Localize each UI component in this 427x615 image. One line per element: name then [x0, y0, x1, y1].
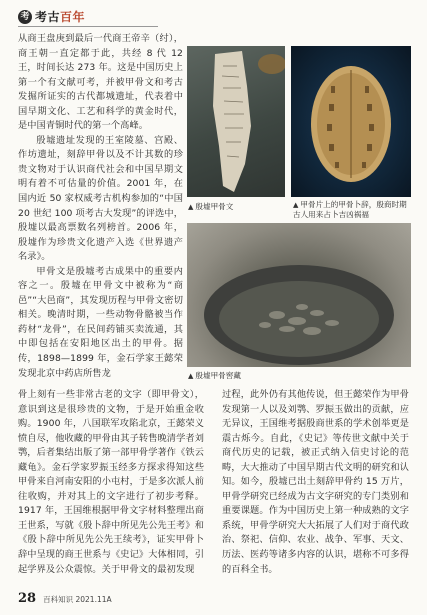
- caption-marker-icon: ▲: [293, 201, 299, 209]
- excavation-pit-photo: [187, 223, 411, 367]
- caption-text: 甲骨片上的甲骨卜辞，殷商时期古人用来占卜吉凶祸福: [293, 200, 407, 219]
- figure-caption: [188, 202, 286, 212]
- section-title: [35, 8, 85, 25]
- article-column-left-bottom: [18, 388, 204, 577]
- figure-caption: [293, 200, 411, 220]
- page-header: [18, 8, 85, 25]
- page-number: 28: [18, 591, 37, 606]
- turtle-shell-photo: [291, 46, 411, 197]
- paragraph: 过程，此外仍有其他传说，但王懿荣作为甲骨发现第一人以及刘鹗、罗振玉做出的贡献，应无异议，王国维考据殷商世系的学术创举更是震古烁今。自此，《史记》等传世文献中关于商代历史的记载，被正式纳入信史讨论的范畴，大大推动了中国早期古代文明的研究和认知。如今，殷墟已出土刻辞甲骨约 15 万片，甲骨学研究已经成为古文字研究的专门类别和重要课题。作为中国历史上第一种成熟的文字系统，甲骨学研究大大拓展了人们对于商代政治、祭祀、信仰、农业、战争、军事、天文、历法、医药等诸多内容的认识，堪称不可多得的百科全书。: [222, 389, 409, 575]
- oracle-bone-photo: [187, 46, 285, 197]
- section-logo-icon: 考: [18, 10, 32, 24]
- caption-text: 殷墟甲骨窖藏: [195, 371, 241, 380]
- section-title-main: 考古: [35, 10, 61, 24]
- paragraph: 殷墟遗址发现的王室陵墓、宫殿、作坊遗址，刻辞甲骨以及不计其数的珍贵文物对于认识商代社会和中国早期文明有着不可估量的价值。2001 年，在国内近 50 家权威考古机构参加的“中国 20 世纪 100 项考古大发现”的评选中，殷墟以最高票数名列榜首。2006 年，殷墟作为珍贵文化遗产入选《世界遗产名录》。: [18, 134, 183, 263]
- publication-info: 百科知识 2021.11A: [43, 595, 112, 604]
- paragraph: 骨上刻有一些非常古老的文字（即甲骨文），意识到这是很珍贵的文物，于是开始重金收购。1900 年，八国联军攻陷北京，王懿荣义愤自尽，他收藏的甲骨由其子转售晚清学者刘鹗，后者集结出版了第一部甲骨学著作《铁云藏龟》。金石学家罗振玉经多方探求得知这些甲骨来自河南安阳的小屯村，于是多次派人前往收购，并对其上的文字进行了初步考释。1917 年，王国维根据甲骨文字材料整理出商王世系，写就《殷卜辞中所见先公先王考》和《殷卜辞中所见先公先王续考》，证实甲骨卜辞中呈现的商王世系与《史记》大体相同，引起学界及公众震惊。关于甲骨文的最初发现: [18, 389, 204, 575]
- page-footer: [18, 591, 112, 606]
- caption-marker-icon: ▲: [188, 372, 194, 380]
- caption-text: 殷墟甲骨文: [195, 202, 234, 211]
- article-column-left-top: [18, 32, 183, 381]
- caption-marker-icon: ▲: [188, 203, 194, 211]
- article-column-right-bottom: [222, 388, 409, 577]
- section-title-accent: 百年: [60, 10, 86, 24]
- figure-caption: [188, 371, 388, 381]
- paragraph: 甲骨文是殷墟考古成果中的重要内容之一。殷墟在甲骨文中被称为“商邑”“大邑商”，其发现历程与甲骨文密切相关。晚清时期，一些动物骨骼被当作药材“龙骨”，在民间药铺买卖流通，其中即包括在安阳地区出土的甲骨。据传，1898—1899 年，金石学家王懿荣发现北京中药店所售龙: [18, 265, 183, 379]
- header-divider: [18, 26, 158, 27]
- paragraph: 从商王盘庚到最后一代商王帝辛（纣），商王朝一直定都于此，共经 8 代 12 王，时间长达 273 年。这是中国历史上第一个有文献可考，并被甲骨文和考古发掘所证实的古代都城遗址，代表着中国早期文化、工艺和科学的黄金时代，是中国青铜时代的第一个高峰。: [18, 33, 183, 132]
